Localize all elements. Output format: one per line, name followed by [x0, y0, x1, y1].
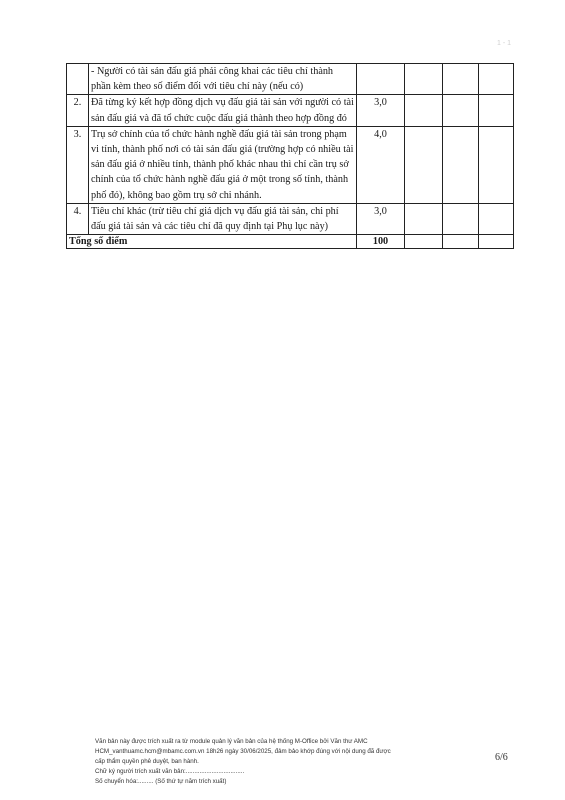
blank-cell	[479, 235, 514, 249]
score-cell: 4,0	[357, 126, 405, 203]
scan-mark: 1 - 1	[497, 40, 512, 47]
blank-cell	[443, 235, 479, 249]
footer-line: Chữ ký người trích xuất văn bản:..................................	[95, 768, 245, 775]
row-number: 4.	[67, 203, 89, 234]
blank-cell	[405, 64, 443, 95]
total-row	[67, 235, 514, 249]
blank-cell	[443, 64, 479, 95]
criteria-text: Đã từng ký kết hợp đồng dịch vụ đấu giá tài sản với người có tài sản đấu giá và đã tổ chức cuộc đấu giá thành theo hợp đồng đó	[89, 95, 357, 126]
blank-cell	[443, 126, 479, 203]
total-score: 100	[357, 235, 405, 249]
row-number: 2.	[67, 95, 89, 126]
blank-cell	[405, 126, 443, 203]
row-number: 3.	[67, 126, 89, 203]
criteria-text: - Người có tài sản đấu giá phải công khai các tiêu chí thành phần kèm theo số điểm đối với tiêu chí này (nếu có)	[89, 64, 357, 95]
blank-cell	[405, 235, 443, 249]
table-row	[67, 126, 514, 203]
blank-cell	[479, 126, 514, 203]
blank-cell	[405, 203, 443, 234]
table-row	[67, 95, 514, 126]
footer-line: Số chuyển hóa:......... (Số thứ tự năm trích xuất)	[95, 778, 227, 785]
table-row	[67, 64, 514, 95]
score-cell: 3,0	[357, 95, 405, 126]
footer-line: cấp thẩm quyền phê duyệt, ban hành.	[95, 758, 199, 765]
score-cell	[357, 64, 405, 95]
score-cell: 3,0	[357, 203, 405, 234]
footer-line: Văn bản này được trích xuất ra từ module quản lý văn bản của hệ thống M-Office bởi Văn thư AMC	[95, 738, 368, 745]
blank-cell	[479, 95, 514, 126]
row-number	[67, 64, 89, 95]
table-row	[67, 203, 514, 234]
blank-cell	[443, 203, 479, 234]
footer-line: HCM_vanthuamc.hcm@mbamc.com.vn 18h26 ngày 30/06/2025, đảm bảo khớp đúng với nội dung đã được	[95, 748, 391, 755]
blank-cell	[479, 203, 514, 234]
extraction-footer	[95, 737, 475, 787]
criteria-table	[66, 63, 514, 249]
blank-cell	[479, 64, 514, 95]
criteria-text: Trụ sở chính của tổ chức hành nghề đấu giá tài sản trong phạm vi tỉnh, thành phố nơi có tài sản đấu giá (trường hợp có nhiều tài sản đấu giá ở nhiều tỉnh, thành phố khác nhau thì chỉ cần trụ sở chính của tổ chức hành nghề đấu giá ở một trong số tỉnh, thành phố đó), không bao gồm trụ sở chi nhánh.	[89, 126, 357, 203]
page-number: 6/6	[495, 752, 508, 763]
total-label: Tổng số điểm	[67, 235, 357, 249]
blank-cell	[443, 95, 479, 126]
blank-cell	[405, 95, 443, 126]
criteria-text: Tiêu chí khác (trừ tiêu chí giá dịch vụ đấu giá tài sản, chi phí đấu giá tài sản và các tiêu chí đã quy định tại Phụ lục này)	[89, 203, 357, 234]
